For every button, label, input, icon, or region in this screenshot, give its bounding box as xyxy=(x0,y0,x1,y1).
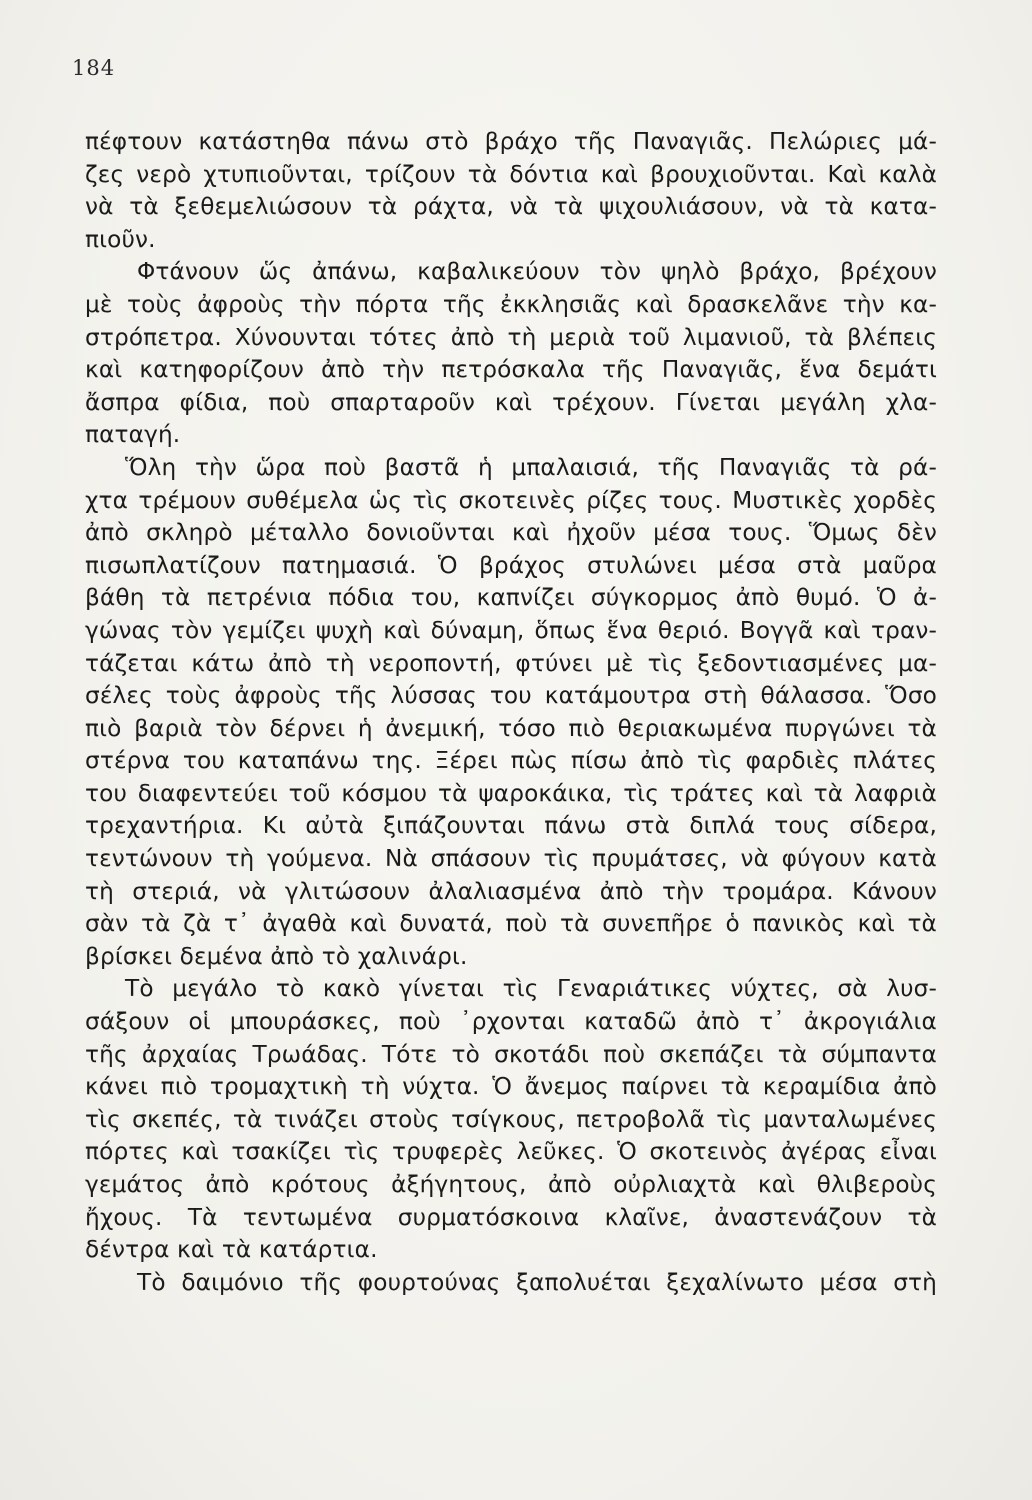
text-line: στρόπετρα. Χύνουνται τότες ἀπὸ τὴ μεριὰ τοῦ λιμανιοῦ, τὰ βλέπεις xyxy=(85,323,937,351)
text-line: πιὸ βαριὰ τὸν δέρνει ἡ ἀνεμική, τόσο πιὸ θεριακωμένα πυργώνει τὰ xyxy=(85,714,937,742)
text-line: γεμάτος ἀπὸ κρότους ἀξήγητους, ἀπὸ οὐρλιαχτὰ καὶ θλιβεροὺς xyxy=(85,1171,937,1198)
text-line: του διαφεντεύει τοῦ κόσμου τὰ ψαροκάικα, τὶς τράτες καὶ τὰ λαφριὰ xyxy=(85,779,937,807)
text-line: ζες νερὸ χτυπιοῦνται, τρίζουν τὰ δόντια καὶ βρουχιοῦνται. Καὶ καλὰ xyxy=(85,160,937,188)
text-line: πέφτουν κατάστηθα πάνω στὸ βράχο τῆς Παναγιᾶς. Πελώριες μά- xyxy=(85,128,937,155)
text-line: ἄσπρα φίδια, ποὺ σπαρταροῦν καὶ τρέχουν. Γίνεται μεγάλη χλα- xyxy=(85,388,937,416)
text-line: τάζεται κάτω ἀπὸ τὴ νεροποντή, φτύνει μὲ τὶς ξεδοντιασμένες μα- xyxy=(85,649,937,677)
text-line: παταγή. xyxy=(85,421,181,449)
text-line: ἀπὸ σκληρὸ μέταλλο δονιοῦνται καὶ ἠχοῦν μέσα τους. Ὅμως δὲν xyxy=(85,519,937,547)
text-line: μὲ τοὺς ἀφροὺς τὴν πόρτα τῆς ἐκκλησιᾶς καὶ δρασκελᾶνε τὴν κα- xyxy=(85,290,937,318)
text-line: πισωπλατίζουν πατημασιά. Ὁ βράχος στυλώνει μέσα στὰ μαῦρα xyxy=(85,551,937,579)
text-line: χτα τρέμουν συθέμελα ὡς τὶς σκοτεινὲς ρίζες τους. Μυστικὲς χορδὲς xyxy=(85,486,937,514)
text-line: Ὅλη τὴν ὥρα ποὺ βαστᾶ ἡ μπαλαισιά, τῆς Παναγιᾶς τὰ ρά- xyxy=(125,453,937,481)
text-line: τρεχαντήρια. Κι αὐτὰ ξιπάζουνται πάνω στὰ διπλά τους σίδερα, xyxy=(85,812,937,840)
page-number: 184 xyxy=(72,56,116,80)
text-line: τεντώνουν τὴ γούμενα. Νὰ σπάσουν τὶς πρυμάτσες, νὰ φύγουν κατὰ xyxy=(85,845,937,873)
text-line: νὰ τὰ ξεθεμελιώσουν τὰ ράχτα, νὰ τὰ ψιχουλιάσουν, νὰ τὰ κατα- xyxy=(85,193,937,221)
text-line: Τὸ μεγάλο τὸ κακὸ γίνεται τὶς Γεναριάτικες νύχτες, σὰ λυσ- xyxy=(125,975,937,1003)
text-line: τῆς ἀρχαίας Τρωάδας. Τότε τὸ σκοτάδι ποὺ σκεπάζει τὰ σύμπαντα xyxy=(85,1040,937,1068)
text-line: τὴ στεριά, νὰ γλιτώσουν ἀλαλιασμένα ἀπὸ τὴν τρομάρα. Κάνουν xyxy=(85,877,937,905)
body-text xyxy=(85,126,937,1299)
text-line: σάξουν οἱ μπουράσκες, ποὺ ᾽ρχονται καταδῶ ἀπὸ τ᾽ ἀκρογιάλια xyxy=(85,1008,937,1036)
text-line: καὶ κατηφορίζουν ἀπὸ τὴν πετρόσκαλα τῆς Παναγιᾶς, ἕνα δεμάτι xyxy=(85,356,937,384)
text-line: δέντρα καὶ τὰ κατάρτια. xyxy=(85,1236,378,1264)
text-line: στέρνα του καταπάνω της. Ξέρει πὼς πίσω ἀπὸ τὶς φαρδιὲς πλάτες xyxy=(85,747,937,775)
text-line: Τὸ δαιμόνιο τῆς φουρτούνας ξαπολυέται ξεχαλίνωτο μέσα στὴ xyxy=(137,1268,937,1296)
text-line: πόρτες καὶ τσακίζει τὶς τρυφερὲς λεῦκες. Ὁ σκοτεινὸς ἀγέρας εἶναι xyxy=(85,1138,937,1166)
text-line: ἤχους. Τὰ τεντωμένα συρματόσκοινα κλαῖνε, ἀναστενάζουν τὰ xyxy=(85,1203,937,1231)
text-line: σὰν τὰ ζὰ τ᾽ ἀγαθὰ καὶ δυνατά, ποὺ τὰ συνεπῆρε ὁ πανικὸς καὶ τὰ xyxy=(85,910,937,938)
text-line: πιοῦν. xyxy=(85,225,156,253)
text-line: βάθη τὰ πετρένια πόδια του, καπνίζει σύγκορμος ἀπὸ θυμό. Ὁ ἀ- xyxy=(85,584,937,612)
text-line: βρίσκει δεμένα ἀπὸ τὸ χαλινάρι. xyxy=(85,942,468,970)
text-line: τὶς σκεπές, τὰ τινάζει στοὺς τσίγκους, πετροβολᾶ τὶς μανταλωμένες xyxy=(85,1105,937,1133)
text-line: σέλες τοὺς ἀφροὺς τῆς λύσσας του κατάμουτρα στὴ θάλασσα. Ὅσο xyxy=(85,682,937,710)
text-line: κάνει πιὸ τρομαχτικὴ τὴ νύχτα. Ὁ ἄνεμος παίρνει τὰ κεραμίδια ἀπὸ xyxy=(85,1073,937,1101)
text-line: γώνας τὸν γεμίζει ψυχὴ καὶ δύναμη, ὅπως ἕνα θεριό. Βογγᾶ καὶ τραν- xyxy=(85,616,937,644)
text-line: Φτάνουν ὥς ἀπάνω, καβαλικεύουν τὸν ψηλὸ βράχο, βρέχουν xyxy=(137,258,937,286)
